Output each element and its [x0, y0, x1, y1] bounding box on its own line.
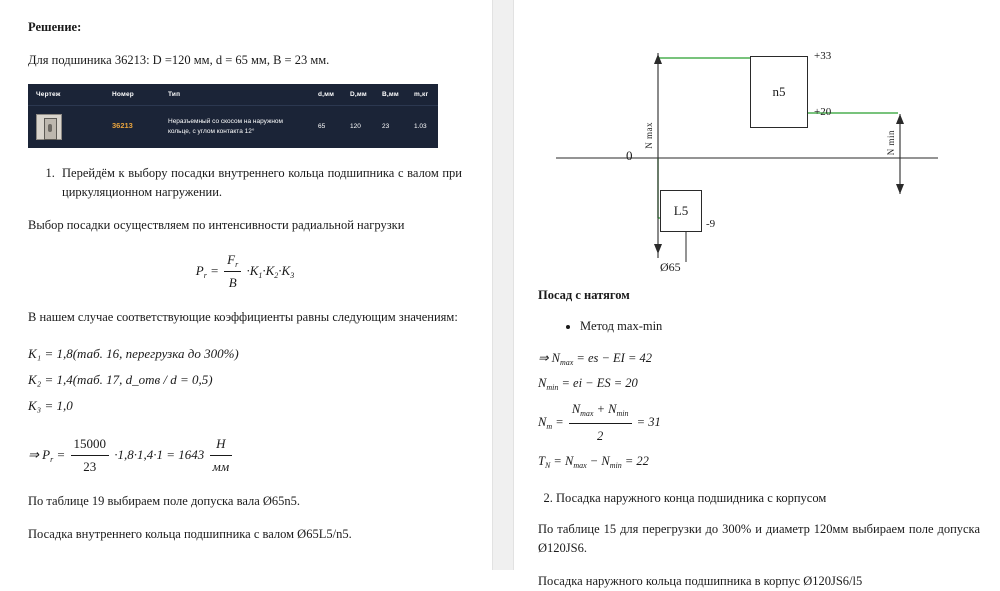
nmax-label: N max: [644, 122, 654, 149]
method-bullet-list: [538, 319, 980, 334]
formula-nm: $N_m$ = $\frac{N_{max} + N_{min}}{2}$ = 31: [538, 397, 980, 449]
table-header-row: [28, 84, 438, 106]
table-header-type: Тип: [160, 84, 310, 106]
list-item: • Метод max-min: [580, 319, 980, 334]
table19-text: По таблице 19 выбираем поле допуска вала Ø65n5.: [28, 494, 301, 509]
interference-formulas: [538, 346, 980, 475]
bearing-intro-text: Для подшиника 36213: D =120 мм, d = 65 мм, B = 23 мм.: [28, 52, 330, 67]
table-header-b: B,мм: [374, 84, 406, 106]
tolerance-zone-diagram: [538, 18, 978, 280]
formula-result: ⇒ $P_r$ = $\frac{15000}{23}$ ·1,8·1,4·1 = 1643 $\frac{Н}{мм}$: [28, 433, 462, 478]
deviation-plus33-label: +33: [814, 50, 832, 62]
zero-axis-label: 0: [626, 148, 633, 163]
bearing-tolerance-box-l5: [660, 190, 702, 232]
cell-m: 1.03: [406, 105, 438, 148]
cell-drawing: [28, 105, 104, 148]
table-header-dd: D,мм: [342, 84, 374, 106]
formula-nmin: $N_{min}$ = ei − ES = 20: [538, 376, 638, 393]
deviation-minus9-label: -9: [706, 218, 716, 230]
coefficient-k3: K₃ = 1,0: [28, 397, 73, 413]
outer-ring-fit-text: Посадка наружного кольца подшипника в корпус Ø120JS6/l5: [538, 573, 863, 588]
deviation-plus20-label: +20: [814, 106, 832, 118]
nmin-label: N min: [886, 130, 896, 156]
shaft-tolerance-box-n5: [750, 56, 808, 128]
table-header-number: Номер: [104, 84, 160, 106]
bearing-table: [28, 84, 438, 148]
table-header-m: m,кг: [406, 84, 438, 106]
coefficients-list: [28, 341, 462, 419]
page-gutter: [492, 0, 514, 570]
table-row: [28, 105, 438, 148]
bearing-thumbnail-icon: [36, 114, 62, 140]
inner-ring-fit-text: Посадка внутреннего кольца подшипника с валом Ø65L5/n5.: [28, 526, 352, 541]
left-column: [0, 0, 492, 570]
solution-heading: Решение:: [28, 20, 82, 34]
cell-b: 23: [374, 105, 406, 148]
cell-type: Неразъемный со скосом на наружном кольце, с углом контакта 12°: [160, 105, 310, 148]
cell-d: 65: [310, 105, 342, 148]
bearing-tolerance-label: L5: [673, 203, 689, 218]
shaft-tolerance-label: n5: [772, 84, 786, 99]
formula-pr: $P_r$ = $\frac{F_r}{B}$ $\cdot K_1\cdot K_2\cdot K_3$: [28, 249, 462, 294]
interference-fit-heading: Посад с натягом: [538, 288, 630, 302]
cell-number: 36213: [104, 105, 160, 148]
coefficient-k1: K₁ = 1,8(таб. 16, перегрузка до 300%): [28, 345, 239, 361]
selection-method-text: Выбор посадки осуществляем по интенсивности радиальной нагрузки: [28, 218, 405, 233]
table-header-drawing: Чертеж: [28, 84, 104, 106]
table-header-d: d,мм: [310, 84, 342, 106]
left-steps-list: [28, 164, 462, 203]
list-item: 1. Перейдём к выбору посадки внутреннего кольца подшипника с валом при циркуляционном нагружении.: [58, 164, 462, 203]
list-item: 2. Посадка наружного конца подшидника с корпусом: [556, 489, 980, 508]
table15-text: По таблице 15 для перегрузки до 300% и диаметр 120мм выбираем поле допуска Ø120JS6.: [538, 522, 980, 555]
formula-tn: $T_N = N_{max} - N_{min} = 22$: [538, 454, 649, 471]
diameter-label: Ø65: [660, 260, 681, 274]
cell-dd: 120: [342, 105, 374, 148]
right-steps-list: [538, 489, 980, 508]
formula-nmax: ⇒ $N_{max}$ = es − EI = 42: [538, 350, 653, 367]
coefficients-intro: В нашем случае соответствующие коэффициенты равны следующим значениям:: [28, 310, 458, 325]
right-column: [514, 0, 1000, 588]
coefficient-k2: K₂ = 1,4(таб. 17, d_отв / d = 0,5): [28, 371, 213, 387]
